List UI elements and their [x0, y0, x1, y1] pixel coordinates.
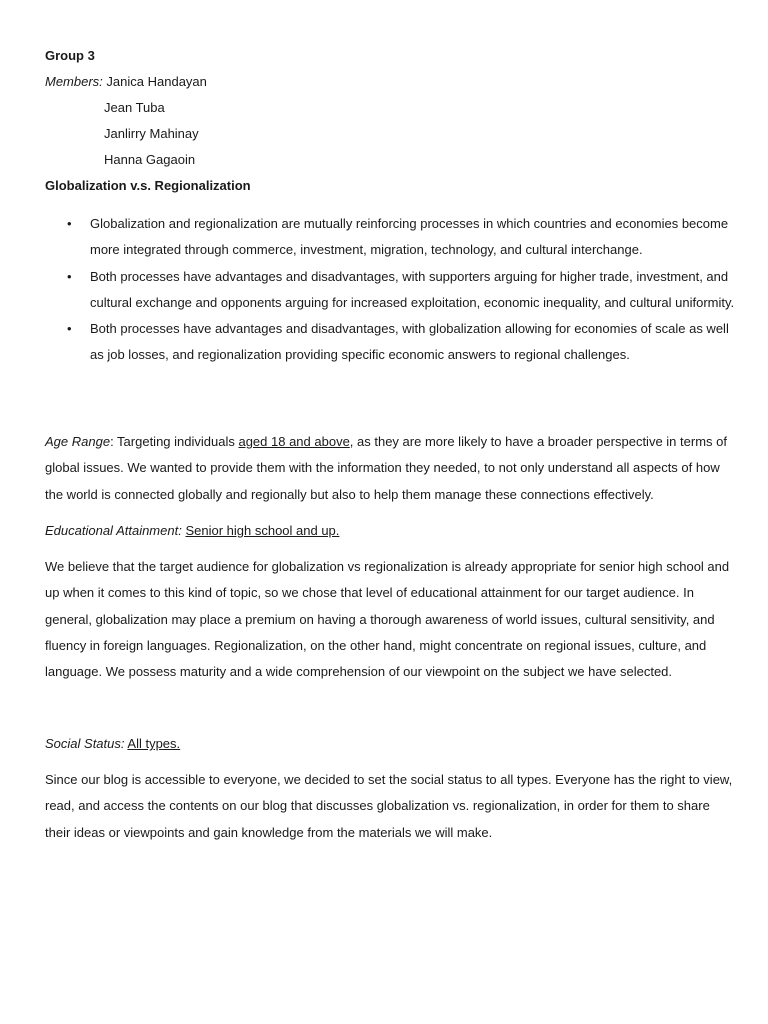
bullet-list: [45, 211, 735, 369]
list-item: [45, 264, 735, 317]
bullet-icon: •: [67, 268, 72, 284]
social-status-line: [45, 735, 180, 753]
social-status-label: Social Status:: [45, 736, 125, 751]
education-value: Senior high school and up.: [185, 523, 340, 538]
list-item: [45, 316, 735, 369]
member-name: Hanna Gagaoin: [104, 152, 196, 167]
bullet-text: Both processes have advantages and disadvantages, with supporters arguing for higher trade, investment, and cultural exchange and opponents arguing for increased exploitation, economic inequality, and cultural uniformity.: [90, 268, 735, 310]
bullet-icon: •: [67, 216, 72, 231]
age-range-value: aged 18 and above: [238, 434, 350, 449]
education-label: Educational Attainment:: [45, 523, 182, 538]
age-range-label: Age Range: [45, 434, 111, 449]
education-line: [45, 522, 339, 540]
education-paragraph: We believe that the target audience for globalization vs regionalization is already appropriate for senior high school and up when it comes to this kind of topic, so we chose that level of educational attainment for our target audience. In general, globalization may place a premium on having a thorough awareness of world issues, cultural sensitivity, and fluency in foreign languages. Regionalization, on the other hand, might concentrate on regional issues, culture, and language. We possess maturity and a wide comprehension of our viewpoint on the subject we have selected.: [45, 559, 730, 680]
bullet-text: Both processes have advantages and disadvantages, with globalization allowing for economies of scale as well as job losses, and regionalization providing specific economic answers to regional challenges.: [90, 321, 729, 363]
bullet-icon: •: [67, 321, 72, 337]
members-line: [45, 73, 207, 91]
list-item: [45, 211, 735, 264]
member-name: Janica Handayan: [106, 74, 207, 89]
members-label: Members:: [45, 74, 103, 89]
age-range-pre: : Targeting individuals: [110, 434, 239, 449]
member-name: Jean Tuba: [104, 100, 165, 115]
member-name: Janlirry Mahinay: [104, 126, 199, 141]
bullet-text: Globalization and regionalization are mutually reinforcing processes in which countries and economies become more integrated through commerce, investment, migration, technology, and cultural interchange.: [90, 216, 729, 258]
document-title: Globalization v.s. Regionalization: [45, 178, 251, 193]
social-status-paragraph: Since our blog is accessible to everyone, we decided to set the social status to all types. Everyone has the right to view, read, and access the contents on our blog that discusses globalization vs. regionalization, in order for them to share their ideas or viewpoints and gain knowledge from the materials we will make.: [45, 772, 733, 840]
group-heading: Group 3: [45, 48, 95, 63]
age-range-text: , as they are more likely to have a broader perspective in terms of global issues. We wanted to provide them with the information they needed, to not only understand all aspects of how the world is connected globally and regionally but also to help them manage these connections effectively.: [45, 434, 727, 502]
age-range-paragraph: [45, 429, 735, 508]
social-status-value: All types.: [127, 736, 181, 751]
